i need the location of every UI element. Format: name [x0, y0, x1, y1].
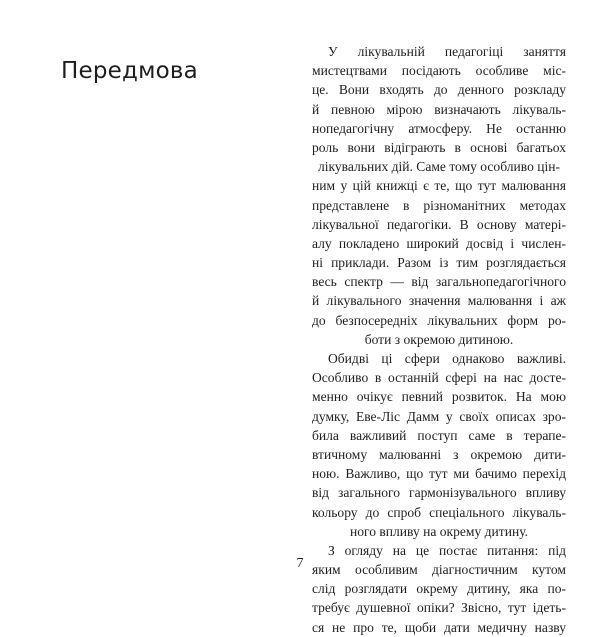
page-number: 7 [296, 556, 304, 571]
text-line: весь спектр — від загальнопедагогічного [312, 274, 566, 290]
text-line: й лікувального значення малювання і аж [312, 293, 566, 309]
text-line: З огляду на це постає питання: під [328, 542, 566, 558]
text-line: ся не про те, щоби дати медичну назву [312, 619, 566, 635]
text-line: кольору до спроб спеціального лікуваль- [312, 504, 566, 520]
body-text [312, 42, 566, 637]
text-line: ним у цій книжці є те, що тут малювання [312, 178, 566, 194]
text-line: Обидві ці сфери однаково важливі. [328, 351, 566, 366]
text-line: лікувальної педагогіки. В основу матері- [312, 216, 566, 232]
text-line: Особливо в останній сфері на нас достe- [312, 370, 566, 386]
text-line: й певною мірою визначають лікуваль- [312, 101, 566, 117]
text-line: мистецтвами посідають особливе міс- [312, 63, 566, 79]
text-line: втичному малюванні з окремою дити- [312, 446, 566, 462]
text-line: лікувальних дій. Саме тому особливо цін- [317, 159, 561, 175]
text-line: У лікувальній педагогіці заняття [328, 44, 566, 59]
text-line: роль вони відіграють в основі багатьох [312, 139, 566, 155]
text-line: менно очікує певний розвиток. На мою [312, 389, 566, 405]
text-line: яким особливим діагностичним кутом [312, 562, 566, 578]
page-heading: Передмова [61, 58, 198, 84]
text-line: боти з окремою дитиною. [364, 331, 514, 347]
text-line: ні приклади. Разом із тим розглядається [312, 255, 566, 271]
text-line: нопедагогічну атмосферу. Не останню [312, 120, 566, 136]
text-line: слід розглядати окрему дитину, яка по- [312, 581, 566, 597]
text-line: це. Вони входять до денного розкладу [312, 82, 566, 98]
text-line: від загального гармонізувального впливу [312, 485, 566, 501]
text-line: до безпосередніх лікувальних форм ро- [312, 312, 566, 328]
text-line: ного впливу на окрему дитину. [349, 523, 529, 539]
text-line: требує душевної опіки? Звісно, тут ідеть- [312, 600, 566, 616]
text-line: била важливий поступ саме в терапе- [312, 427, 566, 443]
text-line: алу покладено широкий досвід і числен- [312, 235, 566, 251]
text-line: представлене в різноманітних методах [312, 197, 566, 213]
text-line: ною. Важливо, що тут ми бачимо перехід [312, 466, 566, 482]
text-line: думку, Еве-Ліс Дамм у своїх описах зро- [312, 408, 566, 424]
